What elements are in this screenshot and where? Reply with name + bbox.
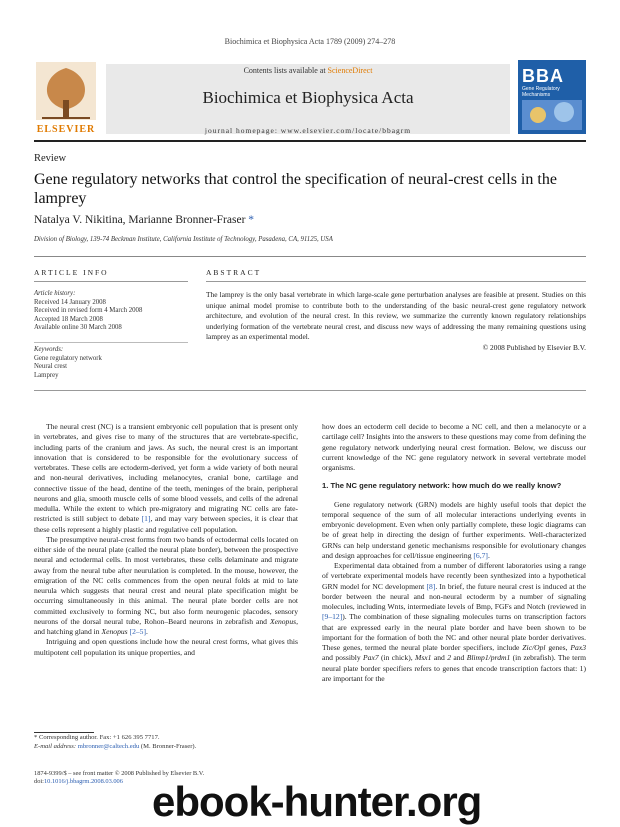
body-column-right bbox=[322, 422, 586, 684]
paragraph-text: (in zebrafish). The term neural plate border specifiers refers to genes that encode transcription factors that: 1) are important for the bbox=[322, 653, 587, 683]
paragraph bbox=[322, 500, 586, 562]
email-line bbox=[34, 743, 298, 752]
citation-link[interactable]: [2–5] bbox=[129, 627, 146, 636]
article-info-heading: ARTICLE INFO bbox=[34, 268, 109, 277]
gene-name: 2 bbox=[447, 653, 451, 663]
keyword: Neural crest bbox=[34, 363, 68, 371]
paragraph-text: . bbox=[487, 550, 490, 560]
watermark: ebook-hunter.org bbox=[152, 778, 482, 825]
citation-link[interactable]: [1] bbox=[141, 514, 151, 524]
footnote bbox=[34, 734, 298, 751]
paragraph-text: Gene regulatory network (GRN) models are highly useful tools that depict the temporal sequence of the sum of all molecular interactions underlying events in embryonic development. Even when only partially complete, these logic diagrams can be of great help in directing the design of further experiments. Well-characterized GRNs can help understand genetic mechanisms responsible for evolutionary changes and design approaches for cell/tissue engineering bbox=[322, 499, 586, 560]
paragraph-text: genes, bbox=[545, 643, 571, 652]
paragraph-text: The neural crest (NC) is a transient embryonic cell population that is present only in vertebrates, and gives rise to many of the structures that are vertebrate-specific, including parts of the cranium and jaws. As such, the neural crest is an important innovation that is considered to be responsible for the evolutionary success of vertebrates. These cells are ectoderm-derived, yet form a wide variety of both neural and non-neural derivatives, including melanocytes, cranial bone, cartilage and connective tissue of the head, dentine of the teeth, meninges of the brain, peripheral neurons and glia, smooth muscle cells of some blood vessels, and cells of the adrenal medulla. While the extent to which pre-migratory and migrating NC cells are fate-restricted is still subject to debate bbox=[34, 422, 298, 524]
gene-name: Pax7 bbox=[363, 653, 379, 663]
gene-name: Msx1 bbox=[415, 653, 432, 663]
gene-name: Blimp1/prdm1 bbox=[466, 653, 511, 663]
email-link[interactable]: mbronner@caltech.edu bbox=[77, 742, 140, 750]
abstract-copyright: © 2008 Published by Elsevier B.V. bbox=[482, 343, 586, 352]
history-received: Received 14 January 2008 bbox=[34, 298, 106, 306]
paragraph bbox=[34, 535, 298, 638]
paragraph bbox=[322, 561, 586, 684]
issn-line: 1874-9399/$ – see front matter © 2008 Published by Elsevier B.V. bbox=[34, 770, 205, 777]
gene-name: Zic/Opl bbox=[522, 643, 546, 652]
abstract-rule bbox=[206, 281, 586, 282]
journal-homepage[interactable]: journal homepage: www.elsevier.com/locate/bbagrm bbox=[204, 126, 412, 135]
keywords-label: Keywords: bbox=[34, 346, 64, 353]
paragraph-text: . bbox=[146, 627, 148, 636]
doi-link[interactable]: 10.1016/j.bbagrm.2008.03.006 bbox=[43, 778, 123, 786]
paragraph-text: (in chick), bbox=[378, 653, 416, 663]
history-online: Available online 30 March 2008 bbox=[34, 324, 122, 332]
cover-subtitle: Gene Regulatory Mechanisms bbox=[522, 86, 560, 98]
section-heading: 1. The NC gene regulatory network: how much do we really know? bbox=[322, 481, 562, 491]
history-accepted: Accepted 18 March 2008 bbox=[34, 315, 103, 323]
cover-title: BBA bbox=[522, 66, 564, 86]
keyword: Lamprey bbox=[34, 371, 59, 379]
contents-prefix: Contents lists available at bbox=[243, 66, 328, 75]
corresponding-author-link[interactable]: * bbox=[248, 214, 255, 226]
abstract-text: The lamprey is the only basal vertebrate in which large-scale gene perturbation analyses are feasible at present. Studies on this unique animal model promise to contribute both to the understanding of the basic neural-crest gene regulatory network architecture, and evolution of the neural crest. In this review, we summarize the currently known regulatory relationships underlying formation of the vertebrate neural crest, and discuss new ways of addressing the many remaining questions using lamprey as an experimental model. bbox=[206, 290, 586, 342]
email-suffix: (M. Bronner-Fraser). bbox=[139, 742, 197, 750]
history-revised: Received in revised form 4 March 2008 bbox=[34, 307, 143, 315]
doi-prefix: doi: bbox=[34, 778, 44, 786]
species-name: Xenopus bbox=[101, 627, 128, 636]
footnote-rule bbox=[34, 732, 94, 733]
email-label: E-mail address: bbox=[34, 742, 78, 750]
paragraph-text: how does an ectoderm cell decide to become a NC cell, and then a melanocyte or a cartilage cell? Insights into the answers to these questions may come from defining the gene regulatory network underlying neural crest formation. Below, we discuss our current knowledge of the NC gene regulatory network in several vertebrate model organisms. bbox=[322, 422, 586, 472]
paragraph bbox=[322, 422, 586, 473]
species-name: Xenopus bbox=[269, 616, 297, 626]
paragraph-text: and bbox=[431, 653, 448, 663]
affiliation: Division of Biology, 139-74 Beckman Institute, California Institute of Technology, Pasadena, CA, 91125, USA bbox=[34, 236, 333, 243]
citation-link[interactable]: [9–12] bbox=[322, 612, 343, 622]
elsevier-tree-logo bbox=[34, 60, 98, 132]
paragraph-text: ). The combination of these signaling molecules turns on transcription factors that are expressed early in the neural plate border and have been shown to be important for the formation of both the NC and other neural plate border derivatives. These genes, termed the neural plate border specifiers, include bbox=[322, 612, 586, 652]
keyword: Gene regulatory network bbox=[34, 354, 102, 362]
paragraph-text: and bbox=[450, 653, 467, 663]
publisher-name: ELSEVIER bbox=[36, 124, 96, 135]
paragraph-text: Experimental data obtained from a number of different laboratories using a range of vertebrate experimental models have recently been synthesized into a hypothetical GRN model for NC development bbox=[322, 561, 586, 591]
article-title: Gene regulatory networks that control the specification of neural-crest cells in the lamprey bbox=[34, 171, 557, 207]
article-info-rule bbox=[34, 281, 188, 282]
gene-name: Pax3 bbox=[570, 643, 586, 652]
corresponding-author-note: * Corresponding author. Fax: +1 626 395 7717. bbox=[34, 734, 160, 741]
journal-name: Biochimica et Biophysica Acta bbox=[202, 88, 414, 107]
contents-line bbox=[106, 66, 510, 75]
paragraph bbox=[34, 422, 298, 535]
paragraph-text: . In brief, the future neural crest is induced at the border between the neural and non-neural ectoderm by a number of signaling molecules, including Wnts, intermediate levels of Bmp, FGFs and Notch (reviewed in bbox=[322, 581, 586, 611]
paragraph-text: , and hatching gland in bbox=[34, 616, 298, 636]
paragraph-text: The presumptive neural-crest forms from two bands of ectodermal cells located on either side of the neural plate (called the neural plate border), between the prospective neural and ectodermal cells. In most vertebrates, these cells delaminate and migrate away from the neural tube after neurulation is completed. In the mouse, however, the emigration of the NC cells commences from the open neural folds at mid to late neurula which suggests that neural crest and neural plate specification might be occurring simultaneously in this animal. The neural plate border cells are not committed exclusively to forming NC, but also form neurogenic placodes, sensory neurons of the dorsal neural tube, Rohon–Beard neurons in zebrafish and bbox=[34, 534, 298, 626]
affiliation-rule bbox=[34, 256, 586, 257]
paragraph-text: and possibly bbox=[322, 653, 364, 663]
history-label: Article history: bbox=[34, 290, 76, 297]
paragraph-text: Intriguing and open questions include how the neural crest forms, what gives this multipotent cell population its unique properties, and bbox=[34, 637, 298, 657]
paragraph-text: , and may vary between species, it is clear that these cells represent a highly plastic and regulative cell population. bbox=[34, 514, 298, 534]
abstract-heading: ABSTRACT bbox=[206, 268, 262, 277]
article-history bbox=[34, 290, 188, 333]
abstract-bottom-rule bbox=[34, 390, 586, 391]
journal-reference: Biochimica et Biophysica Acta 1789 (2009) 274–278 bbox=[224, 37, 396, 46]
citation-link[interactable]: [6,7] bbox=[473, 550, 488, 560]
paragraph bbox=[34, 637, 298, 658]
author-names: Natalya V. Nikitina, Marianne Bronner-Fraser bbox=[34, 214, 246, 226]
body-column-left bbox=[34, 422, 298, 658]
keywords bbox=[34, 346, 188, 380]
header-rule bbox=[34, 140, 586, 142]
article-type: Review bbox=[34, 153, 67, 164]
sciencedirect-link[interactable]: ScienceDirect bbox=[327, 66, 373, 75]
citation-link[interactable]: [8] bbox=[426, 581, 436, 591]
article-info-divider bbox=[34, 342, 188, 343]
authors bbox=[34, 214, 254, 226]
